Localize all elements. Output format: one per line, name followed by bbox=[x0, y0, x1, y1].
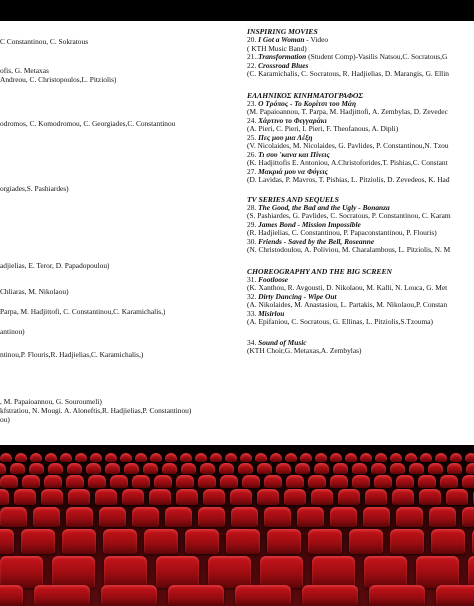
cinema-seat bbox=[440, 475, 458, 488]
cinema-seat bbox=[267, 529, 301, 554]
cinema-seat bbox=[363, 507, 390, 527]
cinema-seat bbox=[255, 453, 267, 462]
cinema-seat bbox=[369, 585, 425, 606]
left-line: Parpa, M. Hadjittofi, C. Constantinou,C. Karamichalis,) bbox=[0, 308, 166, 316]
cinema-seat bbox=[264, 475, 282, 488]
cinema-seat bbox=[371, 463, 386, 474]
cinema-seat bbox=[168, 585, 224, 606]
cinema-seat bbox=[242, 475, 260, 488]
cinema-seat bbox=[374, 475, 392, 488]
item-credits: ( KTH Music Band) bbox=[247, 44, 307, 53]
cinema-seat bbox=[436, 585, 474, 606]
cinema-seat bbox=[312, 556, 355, 588]
left-line: C Constantinou, C. Sokratous bbox=[0, 38, 89, 46]
cinema-seat bbox=[22, 475, 40, 488]
cinema-seat bbox=[231, 507, 258, 527]
program-item: 34. Sound of Music bbox=[247, 338, 307, 347]
cinema-seat bbox=[21, 529, 55, 554]
cinema-seat bbox=[465, 453, 474, 462]
item-credits: (KTH Choir,G. Metaxas,A. Zembylas) bbox=[247, 347, 362, 355]
cinema-seat bbox=[132, 475, 150, 488]
left-line: Andreou, C. Christopoulos,L. Pitziolis) bbox=[0, 76, 117, 84]
cinema-seat bbox=[429, 507, 456, 527]
cinema-seat bbox=[144, 529, 178, 554]
cinema-seat bbox=[352, 463, 367, 474]
cinema-seats-image bbox=[0, 445, 474, 606]
cinema-seat bbox=[104, 556, 147, 588]
cinema-seat bbox=[0, 556, 43, 588]
cinema-seat bbox=[285, 453, 297, 462]
cinema-seat bbox=[203, 489, 225, 505]
cinema-seat bbox=[462, 507, 474, 527]
cinema-seat bbox=[60, 453, 72, 462]
cinema-seat bbox=[270, 453, 282, 462]
cinema-seat bbox=[86, 463, 101, 474]
cinema-seat bbox=[264, 507, 291, 527]
top-black-bar bbox=[0, 0, 474, 21]
item-credits: (C. Karamichalis, C. Socratous, R. Hadjielias, D. Marangis, G. Ellin bbox=[247, 70, 449, 78]
cinema-seat bbox=[260, 556, 303, 588]
left-line: kfstratiou, N. Mougi. A. Aloneftis,R. Hadjielias,P. Constantinou) bbox=[0, 407, 192, 415]
cinema-seat bbox=[135, 453, 147, 462]
cinema-seat bbox=[345, 453, 357, 462]
cinema-seat bbox=[88, 475, 106, 488]
cinema-seat bbox=[156, 556, 199, 588]
cinema-seat bbox=[34, 585, 90, 606]
program-item: 33. Misirlou bbox=[247, 309, 285, 318]
cinema-seat bbox=[409, 463, 424, 474]
item-credits: (K. Hadjittofis E. Antoniou, A.Christoforides,T. Pishias,C. Constant bbox=[247, 159, 448, 167]
left-line: odromos, C. Komodromou, C. Georgiades,C. Constantinou bbox=[0, 120, 176, 128]
cinema-seat bbox=[338, 489, 360, 505]
cinema-seat bbox=[0, 529, 14, 554]
cinema-seat bbox=[330, 507, 357, 527]
cinema-seat bbox=[150, 453, 162, 462]
cinema-seat bbox=[330, 453, 342, 462]
cinema-seat bbox=[235, 585, 291, 606]
cinema-seat bbox=[10, 463, 25, 474]
program-item: 22. Crossroad Blues bbox=[247, 61, 309, 70]
cinema-seat bbox=[390, 453, 402, 462]
cinema-seat bbox=[176, 489, 198, 505]
cinema-seat bbox=[365, 489, 387, 505]
cinema-seat bbox=[67, 463, 82, 474]
cinema-seat bbox=[110, 475, 128, 488]
cinema-seat bbox=[185, 529, 219, 554]
cinema-seat bbox=[230, 489, 252, 505]
cinema-seat bbox=[165, 453, 177, 462]
cinema-seat bbox=[48, 463, 63, 474]
cinema-seat bbox=[15, 453, 27, 462]
cinema-seat bbox=[0, 453, 12, 462]
cinema-seat bbox=[90, 453, 102, 462]
cinema-seat bbox=[447, 463, 462, 474]
cinema-seat bbox=[52, 556, 95, 588]
program-item: 26. Τι σου 'κανα και Πίνεις bbox=[247, 150, 330, 159]
cinema-seat bbox=[390, 529, 424, 554]
left-line: antinou) bbox=[0, 328, 25, 336]
cinema-seat bbox=[360, 453, 372, 462]
cinema-seat bbox=[390, 463, 405, 474]
cinema-seat bbox=[66, 475, 84, 488]
cinema-seat bbox=[405, 453, 417, 462]
cinema-seat bbox=[300, 453, 312, 462]
cinema-seat bbox=[314, 463, 329, 474]
cinema-seat bbox=[333, 463, 348, 474]
cinema-seat bbox=[165, 507, 192, 527]
cinema-seat bbox=[466, 463, 474, 474]
cinema-seat bbox=[198, 507, 225, 527]
cinema-seat bbox=[143, 463, 158, 474]
program-item: 31. Footloose bbox=[247, 275, 289, 284]
cinema-seat bbox=[375, 453, 387, 462]
cinema-seat bbox=[286, 475, 304, 488]
cinema-seat bbox=[220, 475, 238, 488]
cinema-seat bbox=[29, 463, 44, 474]
cinema-seat bbox=[225, 453, 237, 462]
item-credits: (A. Nikolaides, M. Anastasiou, L. Partakis, M. Nikolaou,P. Constan bbox=[247, 301, 448, 309]
cinema-seat bbox=[315, 453, 327, 462]
cinema-seat bbox=[302, 585, 358, 606]
cinema-seat bbox=[0, 489, 9, 505]
cinema-seat bbox=[200, 463, 215, 474]
item-credits: (N. Christodoulou, A. Poliviou, M. Charalambous, L. Pitziolis, N. M bbox=[247, 246, 451, 254]
program-item: 29. James Bond - Mission Impossible bbox=[247, 220, 361, 229]
cinema-seat bbox=[446, 489, 468, 505]
cinema-seat bbox=[226, 529, 260, 554]
item-credits: (A. Epifaniou, C. Socratous, G. Ellinas, L. Pitziolis,S.Tzouma) bbox=[247, 318, 433, 326]
cinema-seat bbox=[419, 489, 441, 505]
cinema-seat bbox=[416, 556, 459, 588]
cinema-seat bbox=[99, 507, 126, 527]
program-item: 23. Ο Τρόπος - Το Κορίτσι του Μάη bbox=[247, 99, 357, 108]
cinema-seat bbox=[308, 529, 342, 554]
cinema-seat bbox=[162, 463, 177, 474]
cinema-seat bbox=[62, 529, 96, 554]
cinema-seat bbox=[219, 463, 234, 474]
item-credits: (D. Lavidas, P. Mavros, T. Pishias, L. Pitziolis, D. Zevedeos, K. Had bbox=[247, 176, 450, 184]
right-column bbox=[247, 27, 474, 356]
cinema-seat bbox=[297, 507, 324, 527]
cinema-seat bbox=[396, 507, 423, 527]
cinema-seat bbox=[308, 475, 326, 488]
section-heading: INSPIRING MOVIES bbox=[247, 27, 318, 36]
program-item: 25. Πες μου μια Λέξη bbox=[247, 133, 313, 142]
cinema-seat bbox=[295, 463, 310, 474]
left-line: adjielias, E. Teror, D. Papadopoulou) bbox=[0, 262, 110, 270]
cinema-seat bbox=[284, 489, 306, 505]
cinema-seat bbox=[257, 463, 272, 474]
left-line: ntinou,P. Flouris,R. Hadjielias,C. Karamichalis,) bbox=[0, 351, 144, 359]
cinema-seat bbox=[176, 475, 194, 488]
cinema-seat bbox=[45, 453, 57, 462]
cinema-seat bbox=[311, 489, 333, 505]
cinema-seat bbox=[396, 475, 414, 488]
item-credits: (R. Hadjielias, C. Constantinou, P. Papaconstantinou, P. Flouris) bbox=[247, 229, 437, 237]
cinema-seat bbox=[95, 489, 117, 505]
cinema-seat bbox=[122, 489, 144, 505]
cinema-seat bbox=[101, 585, 157, 606]
cinema-seat bbox=[352, 475, 370, 488]
cinema-seat bbox=[364, 556, 407, 588]
cinema-seat bbox=[180, 453, 192, 462]
cinema-seat bbox=[124, 463, 139, 474]
cinema-seat bbox=[103, 529, 137, 554]
section-heading: CHOREOGRAPHY AND THE BIG SCREEN bbox=[247, 266, 393, 276]
cinema-seat bbox=[238, 463, 253, 474]
program-item: 30. Friends - Saved by the Bell, Roseanne bbox=[247, 237, 375, 246]
cinema-seat bbox=[0, 475, 18, 488]
program-item: 28. The Good, the Bad and the Ugly - Bonanza bbox=[247, 203, 390, 212]
cinema-seat bbox=[181, 463, 196, 474]
cinema-seat bbox=[420, 453, 432, 462]
cinema-seat bbox=[468, 556, 474, 588]
program-page bbox=[0, 21, 474, 445]
cinema-seat bbox=[428, 463, 443, 474]
cinema-seat bbox=[132, 507, 159, 527]
cinema-seat bbox=[41, 489, 63, 505]
cinema-seat bbox=[462, 475, 474, 488]
cinema-seat bbox=[330, 475, 348, 488]
cinema-seat bbox=[30, 453, 42, 462]
cinema-seat bbox=[392, 489, 414, 505]
cinema-seat bbox=[349, 529, 383, 554]
cinema-seat bbox=[154, 475, 172, 488]
left-line: , M. Papaioannou, G. Souroumeli) bbox=[0, 398, 102, 406]
item-credits: (A. Pieri, C. Pieri, I. Pieri, F. Theofanous, A. Dipli) bbox=[247, 125, 399, 133]
cinema-seat bbox=[208, 556, 251, 588]
program-item: 24. Χάρτινο το Φεγγαράκι bbox=[247, 116, 327, 125]
left-line: ou) bbox=[0, 416, 10, 424]
left-column bbox=[0, 21, 238, 445]
cinema-seat bbox=[105, 453, 117, 462]
left-line: orgiades,S. Pashiardes) bbox=[0, 185, 69, 193]
cinema-seat bbox=[418, 475, 436, 488]
cinema-seat bbox=[198, 475, 216, 488]
cinema-seat bbox=[120, 453, 132, 462]
cinema-seat bbox=[257, 489, 279, 505]
item-credits: (V. Nicolaides, M. Nicolaides, G. Pavlides, P. Constantinou,N. Tzou bbox=[247, 142, 449, 150]
item-credits: (K. Xanthou, R. Avgousti, D. Nikolaou, M. Kalli, N. Louca, G. Met bbox=[247, 284, 448, 292]
cinema-seat bbox=[14, 489, 36, 505]
cinema-seat bbox=[68, 489, 90, 505]
cinema-seat bbox=[195, 453, 207, 462]
cinema-seat bbox=[210, 453, 222, 462]
section-heading: TV SERIES AND SEQUELS bbox=[247, 194, 339, 204]
cinema-seat bbox=[44, 475, 62, 488]
cinema-seat bbox=[75, 453, 87, 462]
cinema-seat bbox=[0, 507, 27, 527]
cinema-seat bbox=[149, 489, 171, 505]
cinema-seat bbox=[435, 453, 447, 462]
cinema-seat bbox=[240, 453, 252, 462]
program-item: 21..Transformation (Student Comp)-Vasilis Natsou,C. Socratous,G bbox=[247, 53, 448, 61]
cinema-seat bbox=[105, 463, 120, 474]
cinema-seat bbox=[0, 585, 23, 606]
program-item: 32. Dirty Dancing - Wipe Out bbox=[247, 292, 337, 301]
left-line: ofis, G. Metaxas bbox=[0, 67, 49, 75]
cinema-seat bbox=[0, 463, 6, 474]
program-item: 27. Μακριά μου να Φύγεις bbox=[247, 167, 328, 176]
section-heading: ΕΛΛΗΝΙΚΟΣ ΚΙΝΗΜΑΤΟΓΡΑΦΟΣ bbox=[247, 90, 364, 100]
cinema-seat bbox=[66, 507, 93, 527]
program-item: 20. I Got a Woman - Video bbox=[247, 36, 329, 44]
cinema-seat bbox=[450, 453, 462, 462]
item-credits: (S. Pashiardes, G. Pavlides, C. Socratous, P. Constantinou, C. Karam bbox=[247, 212, 451, 220]
cinema-seat bbox=[276, 463, 291, 474]
cinema-seat bbox=[431, 529, 465, 554]
item-credits: (M. Papaioannou, T. Parpa, M. Hadjittofi, A. Zembylas, D. Zevedec bbox=[247, 108, 448, 116]
left-line: Chliaras, M. Nikolaou) bbox=[0, 288, 69, 296]
cinema-seat bbox=[33, 507, 60, 527]
